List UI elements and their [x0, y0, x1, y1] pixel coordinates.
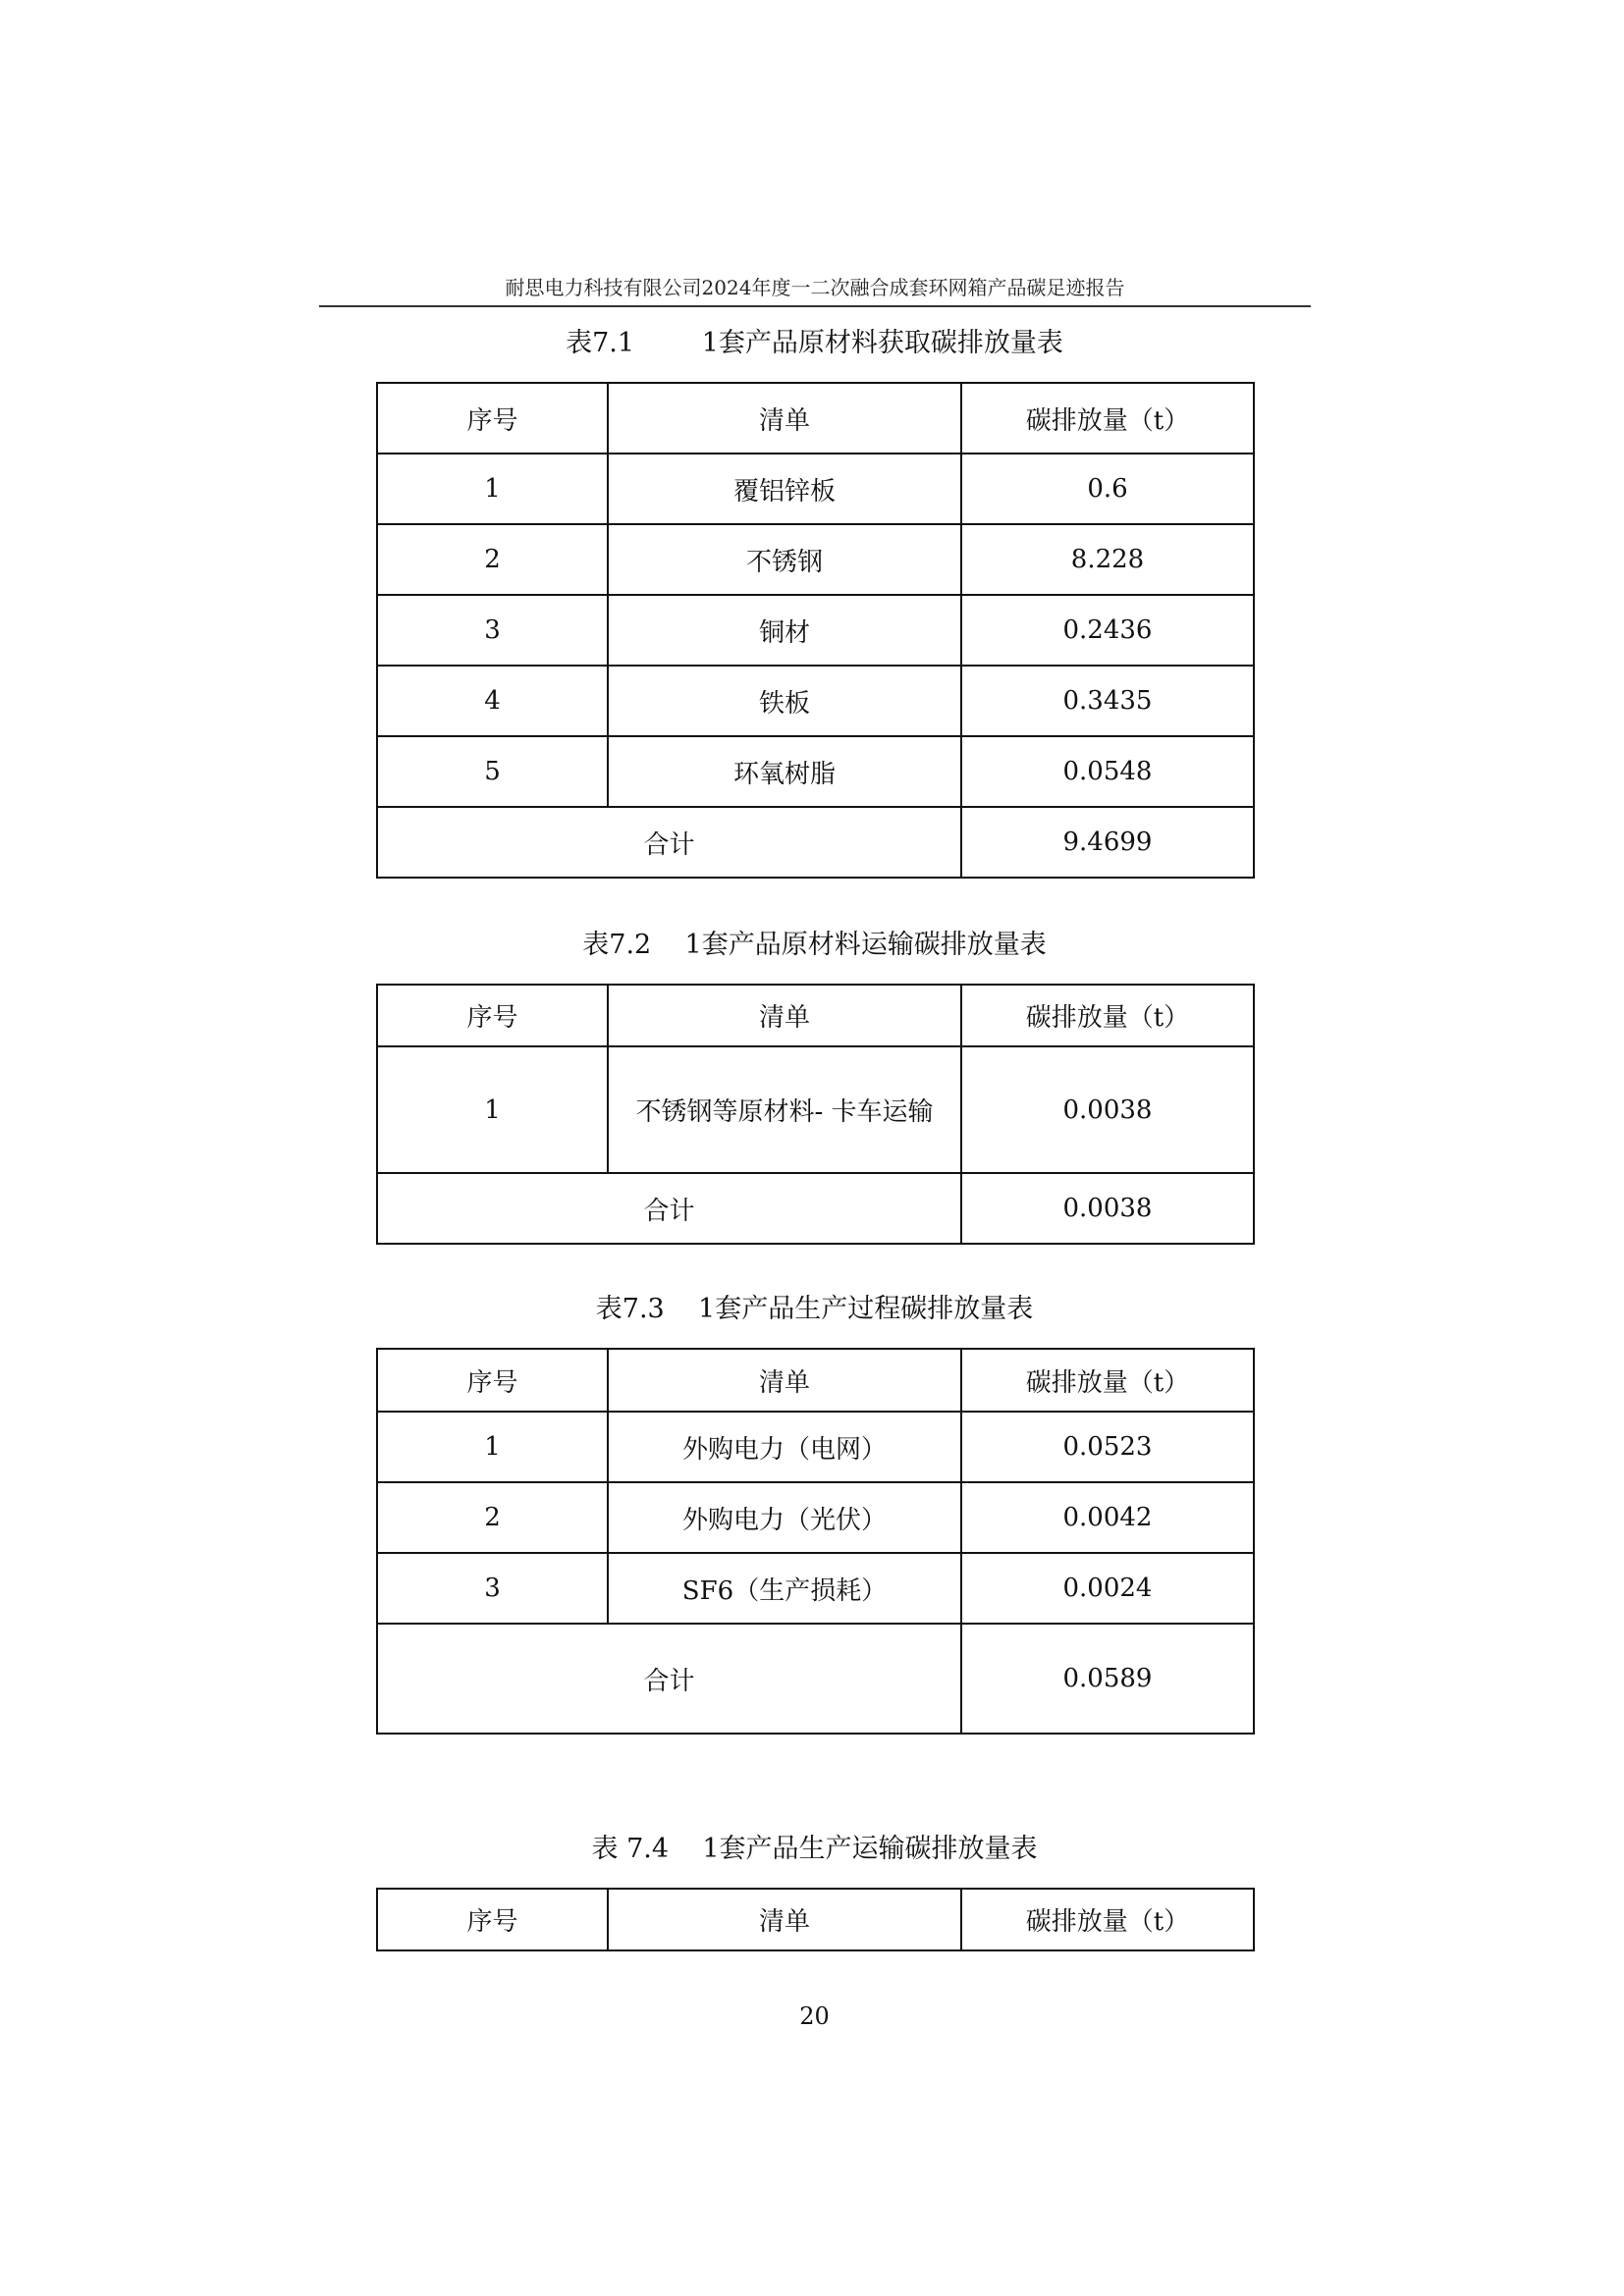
- table-7-4: [376, 1888, 1255, 1951]
- row-item: 铜材: [608, 595, 961, 666]
- table-7-3-caption: 表7.3 1套产品生产过程碳排放量表: [595, 1294, 1034, 1324]
- row-value: 0.0548: [961, 736, 1254, 807]
- total-label: 合计: [377, 1173, 961, 1244]
- row-no: 3: [377, 595, 608, 666]
- running-header: 耐思电力科技有限公司2024年度一二次融合成套环网箱产品碳足迹报告: [505, 276, 1125, 299]
- header-emission: 碳排放量（t）: [961, 1889, 1254, 1950]
- table-header-row: [377, 1349, 1254, 1412]
- table-row: [377, 595, 1254, 666]
- row-value: 0.0523: [961, 1412, 1254, 1482]
- total-label: 合计: [377, 1624, 961, 1734]
- header-emission: 碳排放量（t）: [961, 383, 1254, 454]
- row-value: 0.3435: [961, 666, 1254, 736]
- header-no: 序号: [377, 1889, 608, 1950]
- total-row: [377, 1624, 1254, 1734]
- row-no: 1: [377, 1412, 608, 1482]
- row-no: 2: [377, 1482, 608, 1553]
- row-no: 1: [377, 1046, 608, 1173]
- row-value: 0.2436: [961, 595, 1254, 666]
- header-item: 清单: [608, 1889, 961, 1950]
- table-header-row: [377, 1889, 1254, 1950]
- table-7-3: [376, 1348, 1255, 1735]
- total-row: [377, 807, 1254, 878]
- total-label: 合计: [377, 807, 961, 878]
- table-row: [377, 666, 1254, 736]
- header-item: 清单: [608, 383, 961, 454]
- row-no: 3: [377, 1553, 608, 1624]
- row-value: 0.0042: [961, 1482, 1254, 1553]
- header-no: 序号: [377, 383, 608, 454]
- header-item: 清单: [608, 1349, 961, 1412]
- row-item: 覆铝锌板: [608, 454, 961, 524]
- row-item: SF6（生产损耗）: [608, 1553, 961, 1624]
- table-row: [377, 1482, 1254, 1553]
- header-no: 序号: [377, 985, 608, 1046]
- table-row: [377, 736, 1254, 807]
- header-item: 清单: [608, 985, 961, 1046]
- table-7-2-caption: 表7.2 1套产品原材料运输碳排放量表: [582, 930, 1047, 960]
- table-header-row: [377, 383, 1254, 454]
- table-7-1-caption: 表7.1 1套产品原材料获取碳排放量表: [566, 328, 1063, 358]
- header-emission: 碳排放量（t）: [961, 1349, 1254, 1412]
- row-no: 2: [377, 524, 608, 595]
- table-7-1: [376, 382, 1255, 879]
- total-value: 0.0589: [961, 1624, 1254, 1734]
- total-row: [377, 1173, 1254, 1244]
- row-item: 环氧树脂: [608, 736, 961, 807]
- header-emission: 碳排放量（t）: [961, 985, 1254, 1046]
- row-item: 不锈钢等原材料- 卡车运输: [608, 1046, 961, 1173]
- row-no: 1: [377, 454, 608, 524]
- row-item: 外购电力（光伏）: [608, 1482, 961, 1553]
- row-no: 4: [377, 666, 608, 736]
- table-row: [377, 1412, 1254, 1482]
- row-value: 0.0024: [961, 1553, 1254, 1624]
- row-value: 0.0038: [961, 1046, 1254, 1173]
- table-row: [377, 1553, 1254, 1624]
- header-no: 序号: [377, 1349, 608, 1412]
- row-value: 8.228: [961, 524, 1254, 595]
- table-row: [377, 1046, 1254, 1173]
- row-item: 外购电力（电网）: [608, 1412, 961, 1482]
- total-value: 9.4699: [961, 807, 1254, 878]
- table-7-4-caption: 表 7.4 1套产品生产运输碳排放量表: [591, 1834, 1038, 1864]
- table-row: [377, 524, 1254, 595]
- table-row: [377, 454, 1254, 524]
- table-7-2: [376, 984, 1255, 1245]
- row-item: 铁板: [608, 666, 961, 736]
- page-number: 20: [799, 2002, 830, 2030]
- row-no: 5: [377, 736, 608, 807]
- total-value: 0.0038: [961, 1173, 1254, 1244]
- row-item: 不锈钢: [608, 524, 961, 595]
- row-value: 0.6: [961, 454, 1254, 524]
- table-header-row: [377, 985, 1254, 1046]
- header-rule: [319, 305, 1311, 307]
